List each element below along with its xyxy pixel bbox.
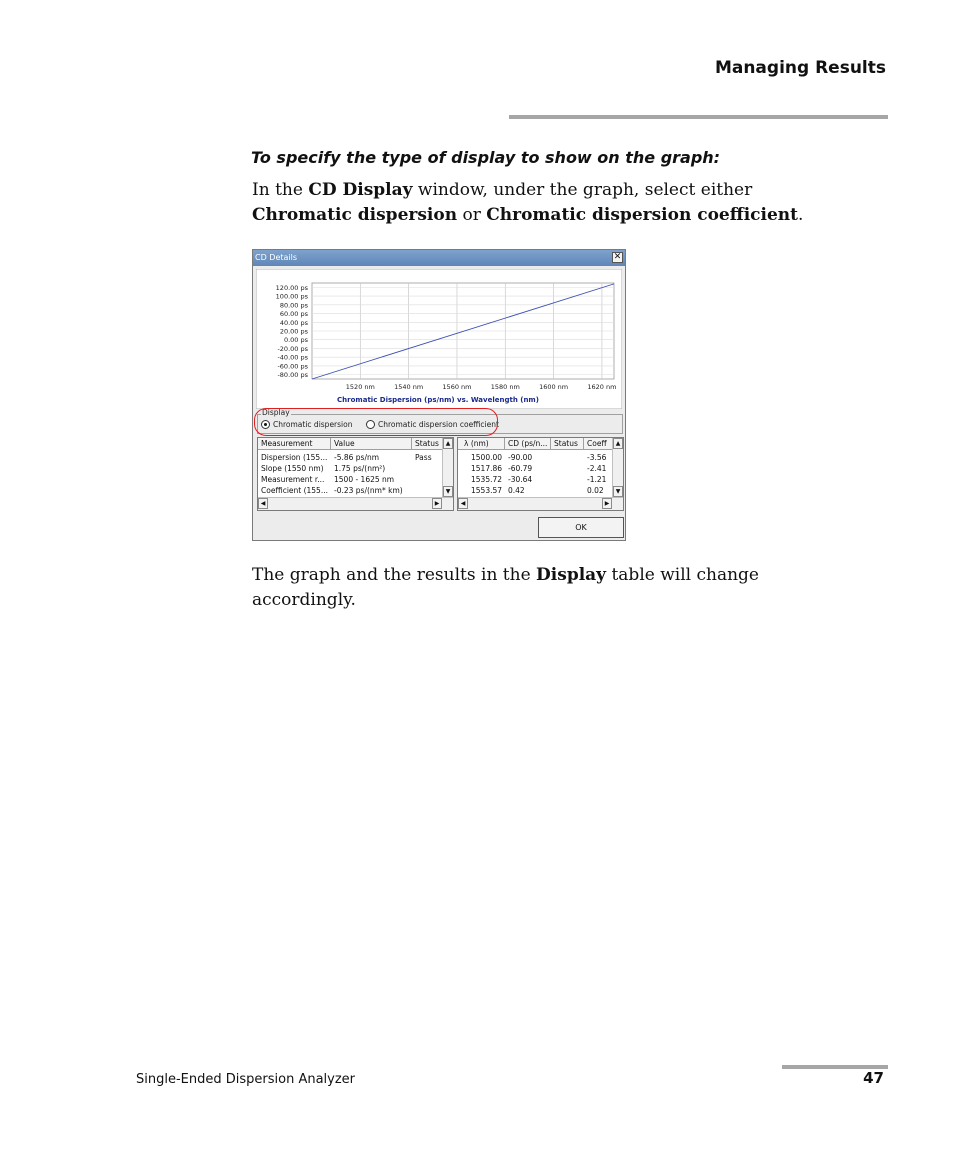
table-cell: 1.75 ps/(nm²) xyxy=(334,464,386,473)
dialog-titlebar xyxy=(253,250,625,266)
column-header[interactable]: Value xyxy=(331,438,412,450)
option-name: Chromatic dispersion xyxy=(252,205,458,225)
scroll-up-button[interactable] xyxy=(613,438,623,449)
arrow-up-icon: ▲ xyxy=(445,440,451,447)
footer-doc-title: Single-Ended Dispersion Analyzer xyxy=(136,1072,356,1087)
close-icon: ✕ xyxy=(613,252,622,262)
scroll-down-button[interactable] xyxy=(443,486,453,497)
arrow-left-icon: ◀ xyxy=(260,500,266,507)
table-cell: 0.42 xyxy=(508,486,525,495)
table-cell: -5.86 ps/nm xyxy=(334,453,380,462)
arrow-down-icon: ▼ xyxy=(615,488,621,495)
text-run: In the xyxy=(252,180,309,200)
radio-label: Chromatic dispersion xyxy=(273,420,353,429)
result-paragraph xyxy=(252,563,852,613)
ok-button[interactable]: OK xyxy=(538,517,624,538)
table-cell: 1500 - 1625 nm xyxy=(334,475,395,484)
scroll-right-button[interactable] xyxy=(602,498,612,509)
column-header[interactable]: Status xyxy=(551,438,584,450)
table-cell: 0.02 xyxy=(587,486,604,495)
scroll-left-button[interactable] xyxy=(458,498,468,509)
vertical-scrollbar[interactable] xyxy=(442,438,453,497)
text-run: . xyxy=(798,205,804,225)
x-tick-label: 1560 nm xyxy=(442,383,472,391)
display-group-label: Display xyxy=(262,408,290,417)
radio-label: Chromatic dispersion coefficient xyxy=(378,420,499,429)
arrow-left-icon: ◀ xyxy=(460,500,466,507)
close-button[interactable] xyxy=(612,252,623,263)
column-header[interactable]: Measurement xyxy=(258,438,331,450)
table-cell: -1.21 xyxy=(587,475,607,484)
table-cell: 1535.72 xyxy=(471,475,503,484)
table-cell: -90.00 xyxy=(508,453,533,462)
x-tick-label: 1620 nm xyxy=(587,383,617,391)
y-tick-label: 20.00 ps xyxy=(279,327,308,336)
x-tick-label: 1520 nm xyxy=(345,383,375,391)
horizontal-scrollbar[interactable] xyxy=(458,497,623,510)
y-tick-label: 80.00 ps xyxy=(279,301,308,310)
procedure-heading: To specify the type of display to show on the graph: xyxy=(251,148,721,167)
y-tick-label: 60.00 ps xyxy=(279,310,308,319)
table-cell: Pass xyxy=(415,453,432,462)
table-cell: -3.56 xyxy=(587,453,607,462)
y-tick-label: -40.00 ps xyxy=(277,353,308,362)
header-rule xyxy=(509,115,888,119)
column-header[interactable]: Coeff xyxy=(584,438,614,450)
table-name: Display xyxy=(536,565,607,585)
table-cell: Dispersion (155... xyxy=(261,453,328,462)
scroll-up-button[interactable] xyxy=(443,438,453,449)
running-header: Managing Results xyxy=(714,58,886,78)
y-tick-label: -60.00 ps xyxy=(277,362,308,371)
measurement-table[interactable] xyxy=(257,437,454,511)
dialog-title: CD Details xyxy=(255,253,298,262)
instruction-paragraph xyxy=(252,178,852,228)
page-number: 47 xyxy=(863,1069,884,1087)
table-cell: 1553.57 xyxy=(471,486,503,495)
window-name: CD Display xyxy=(308,180,413,200)
arrow-down-icon: ▼ xyxy=(445,488,451,495)
wavelength-table[interactable] xyxy=(457,437,624,511)
text-run: The graph and the results in the xyxy=(252,565,537,585)
x-tick-label: 1580 nm xyxy=(490,383,520,391)
table-cell: Coefficient (155... xyxy=(261,486,328,495)
arrow-right-icon: ▶ xyxy=(604,500,610,507)
table-cell: 1500.00 xyxy=(471,453,503,462)
scroll-right-button[interactable] xyxy=(432,498,442,509)
table-cell: -2.41 xyxy=(587,464,607,473)
table-cell: Slope (1550 nm) xyxy=(261,464,324,473)
arrow-right-icon: ▶ xyxy=(434,500,440,507)
y-tick-label: 0.00 ps xyxy=(283,336,308,345)
table-cell: -0.23 ps/(nm* km) xyxy=(334,486,403,495)
y-tick-label: 100.00 ps xyxy=(275,292,308,301)
chart-title: Chromatic Dispersion (ps/nm) vs. Wavelength (nm) xyxy=(337,396,539,404)
highlight-annotation xyxy=(254,408,498,436)
y-tick-label: 40.00 ps xyxy=(279,318,308,327)
table-cell: -60.79 xyxy=(508,464,533,473)
y-tick-label: -80.00 ps xyxy=(277,371,308,380)
text-run: window, under the graph, select either xyxy=(412,180,753,200)
x-tick-label: 1540 nm xyxy=(394,383,424,391)
scroll-down-button[interactable] xyxy=(613,486,623,497)
text-run: or xyxy=(457,205,487,225)
column-header[interactable]: Status xyxy=(412,438,444,450)
cd-chart xyxy=(256,269,622,409)
text-run: table will change accordingly. xyxy=(252,565,759,610)
cd-details-dialog xyxy=(252,249,626,541)
table-cell: -30.64 xyxy=(508,475,533,484)
arrow-up-icon: ▲ xyxy=(615,440,621,447)
x-tick-label: 1600 nm xyxy=(539,383,569,391)
y-tick-label: -20.00 ps xyxy=(277,344,308,353)
horizontal-scrollbar[interactable] xyxy=(258,497,453,510)
column-header[interactable]: CD (ps/n... xyxy=(505,438,551,450)
y-tick-label: 120.00 ps xyxy=(275,283,308,292)
table-cell: 1517.86 xyxy=(471,464,503,473)
option-name: Chromatic dispersion coefficient xyxy=(486,205,798,225)
column-header[interactable]: λ (nm) xyxy=(458,438,505,450)
scroll-left-button[interactable] xyxy=(258,498,268,509)
vertical-scrollbar[interactable] xyxy=(612,438,623,497)
table-cell: Measurement r... xyxy=(261,475,325,484)
